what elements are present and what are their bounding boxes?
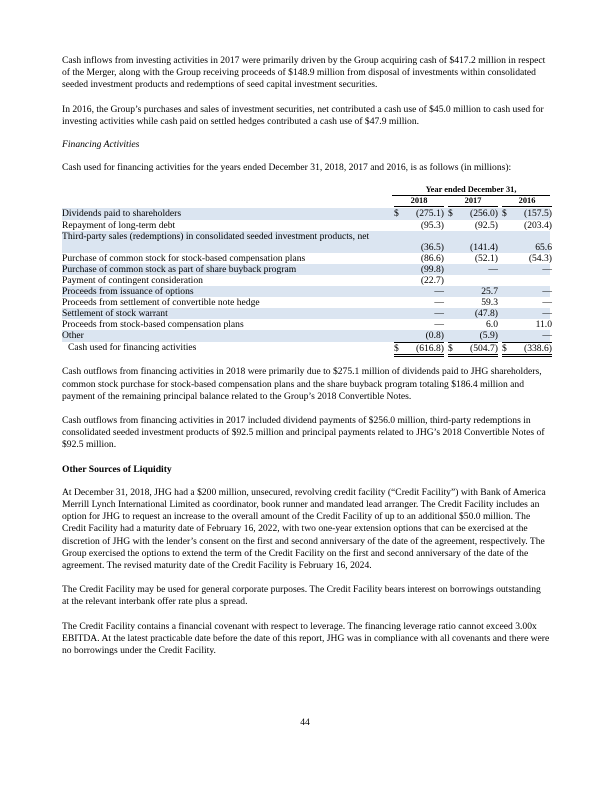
currency-symbol: $ [502, 342, 507, 354]
row-label: Purchase of common stock as part of share buyback program [62, 263, 297, 275]
table-row [62, 342, 550, 353]
cell-value: — [542, 286, 552, 298]
value-cell-2017 [448, 208, 498, 219]
year-header-2018: 2018 [394, 196, 444, 207]
value-cell-2017 [448, 220, 498, 231]
cell-value: (36.5) [420, 241, 444, 253]
heading-other-sources-of-liquidity: Other Sources of Liquidity [62, 463, 172, 475]
value-cell-2016 [502, 286, 552, 297]
page-number: 44 [300, 717, 310, 728]
currency-symbol: $ [394, 342, 399, 354]
cell-value: — [542, 308, 552, 320]
value-cell-2016 [502, 242, 552, 253]
double-underline [502, 354, 552, 357]
row-label: Proceeds from stock-based compensation plans [62, 319, 244, 331]
value-cell-2018 [394, 342, 444, 354]
cell-value: — [488, 263, 498, 275]
paragraph-outflows-2018: Cash outflows from financing activities in 2018 were primarily due to $275.1 million of dividends paid to JHG shareholders, common stock purchase for stock-based compensation plans and the share buyback program totaling $186.4 million and payment of the remaining principal balance related to the Group’s 2018 Convertible Notes. [62, 366, 542, 402]
paragraph-investing-2016: In 2016, the Group’s purchases and sales of investment securities, net contributed a cash use of $45.0 million to cash used for investing activities while cash paid on settled hedges contributed a cash use of $47.9 million. [62, 103, 544, 127]
table-row [62, 330, 550, 341]
value-cell-2017 [448, 342, 498, 354]
value-cell-2016 [502, 275, 552, 286]
row-label: Dividends paid to shareholders [62, 208, 182, 220]
table-row [62, 231, 550, 253]
value-cell-2018 [394, 330, 444, 341]
value-cell-2016 [502, 253, 552, 264]
value-cell-2017 [448, 297, 498, 308]
cell-value: 59.3 [481, 297, 498, 309]
currency-symbol: $ [394, 208, 399, 220]
table-row [62, 286, 550, 297]
table-row [62, 275, 550, 286]
paragraph-investing-2017: Cash inflows from investing activities in 2017 were primarily driven by the Group acquiring cash of $417.2 million in respect of the Merger, along with the Group receiving proceeds of $148.9 million from disposal of investments within consolidated seeded investment products and redemptions of seed capital investment securities. [62, 55, 546, 91]
value-cell-2018 [394, 253, 444, 264]
year-header-2016: 2016 [502, 196, 552, 207]
cell-value: (275.1) [416, 208, 444, 220]
value-cell-2016 [502, 208, 552, 219]
value-cell-2018 [394, 308, 444, 319]
document-page [62, 55, 550, 669]
value-cell-2018 [394, 297, 444, 308]
cell-value: — [542, 330, 552, 342]
table-row [62, 297, 550, 308]
value-cell-2016 [502, 308, 552, 319]
paragraph-credit-facility-covenant: The Credit Facility contains a financial covenant with respect to leverage. The financing leverage ratio cannot exceed 3.00x EBITDA. At the latest practicable date before the date of this report, JHG was in compliance with all covenants and there were no borrowings under the Credit Facility. [62, 620, 550, 657]
value-cell-2018 [394, 319, 444, 330]
value-cell-2016 [502, 297, 552, 308]
currency-symbol: $ [448, 208, 453, 220]
cell-value: (92.5) [474, 219, 498, 231]
value-cell-2017 [448, 308, 498, 319]
cell-value: — [542, 297, 552, 309]
table-row [62, 220, 550, 231]
cell-value: (47.8) [474, 308, 498, 320]
row-label: Third-party sales (redemptions) in consolidated seeded investment products, net [62, 230, 370, 242]
cell-value: (0.8) [425, 330, 444, 342]
paragraph-credit-facility: At December 31, 2018, JHG had a $200 million, unsecured, revolving credit facility (“Credit Facility”) with Bank of America Merrill Lynch International Limited as coordinator, book runner and mandated lead arranger. The Credit Facility includes an option for JHG to request an increase to the overall amount of the Credit Facility of up to an additional $50.0 million. The Credit Facility had a maturity date of February 16, 2022, with two one-year extension options that can be exercised at the discretion of JHG with the lender’s consent on the first and second anniversary of the date of the agreement, respectively. The Group exercised the options to extend the term of the Credit Facility on the first and second anniversary of the date of the agreement. The revised maturity date of the Credit Facility is February 16, 2024. [62, 486, 546, 572]
row-label: Purchase of common stock for stock-based compensation plans [62, 252, 306, 264]
table-row [62, 319, 550, 330]
cell-value: 11.0 [535, 319, 552, 331]
value-cell-2017 [448, 264, 498, 275]
row-label: Repayment of long-term debt [62, 219, 176, 231]
cell-value: (95.3) [420, 219, 444, 231]
cell-value: — [434, 297, 444, 309]
cell-value: (22.7) [420, 274, 444, 286]
row-label: Cash used for financing activities [68, 341, 197, 353]
cell-value: (157.5) [524, 208, 552, 220]
row-label: Proceeds from settlement of convertible note hedge [62, 297, 260, 309]
value-cell-2018 [394, 208, 444, 219]
paragraph-credit-facility-purpose: The Credit Facility may be used for general corporate purposes. The Credit Facility bears interest on borrowings outstanding at the relevant interbank offer rate plus a spread. [62, 584, 541, 608]
cell-value: (504.7) [470, 342, 498, 354]
cell-value: — [542, 263, 552, 275]
value-cell-2018 [394, 242, 444, 253]
cell-value: 6.0 [486, 319, 498, 331]
table-year-headers [392, 196, 550, 206]
cell-value: 25.7 [481, 286, 498, 298]
value-cell-2017 [448, 330, 498, 341]
value-cell-2018 [394, 275, 444, 286]
table-period-header: Year ended December 31, [392, 184, 550, 196]
value-cell-2018 [394, 286, 444, 297]
value-cell-2016 [502, 342, 552, 354]
value-cell-2018 [394, 264, 444, 275]
value-cell-2017 [448, 275, 498, 286]
cell-value: (141.4) [470, 241, 498, 253]
value-cell-2018 [394, 220, 444, 231]
cell-value: (86.6) [420, 252, 444, 264]
row-label: Other [62, 330, 84, 342]
cell-value: (5.9) [479, 330, 498, 342]
double-underline [448, 354, 498, 357]
value-cell-2016 [502, 220, 552, 231]
value-cell-2017 [448, 253, 498, 264]
cell-value: — [434, 319, 444, 331]
year-header-2017: 2017 [448, 196, 498, 207]
value-cell-2017 [448, 286, 498, 297]
currency-symbol: $ [448, 342, 453, 354]
financing-activities-table [62, 184, 550, 352]
cell-value: (54.3) [528, 252, 552, 264]
cell-value: — [434, 308, 444, 320]
value-cell-2017 [448, 242, 498, 253]
row-label: Payment of contingent consideration [62, 274, 203, 286]
cell-value: (616.8) [416, 342, 444, 354]
cell-value: (203.4) [524, 219, 552, 231]
row-label: Settlement of stock warrant [62, 308, 168, 320]
cell-value: — [434, 286, 444, 298]
value-cell-2016 [502, 264, 552, 275]
table-row [62, 264, 550, 275]
cell-value: (338.6) [524, 342, 552, 354]
value-cell-2017 [448, 319, 498, 330]
double-underline [394, 354, 444, 357]
value-cell-2016 [502, 330, 552, 341]
row-label: Proceeds from issuance of options [62, 286, 194, 298]
cell-value: (256.0) [470, 208, 498, 220]
paragraph-outflows-2017: Cash outflows from financing activities in 2017 included dividend payments of $256.0 million, third-party redemptions in consolidated seeded investment products of $92.5 million and principal payments related to JHG’s 2018 Convertible Notes of $92.5 million. [62, 415, 545, 451]
table-body [62, 208, 550, 352]
cell-value: 65.6 [535, 241, 552, 253]
currency-symbol: $ [502, 208, 507, 220]
subheading-financing-activities: Financing Activities [62, 139, 140, 151]
cell-value: (99.8) [420, 263, 444, 275]
cell-value: (52.1) [474, 252, 498, 264]
table-row [62, 208, 550, 219]
paragraph-financing-intro: Cash used for financing activities for the years ended December 31, 2018, 2017 and 2016, is as follows (in millions): [62, 162, 512, 174]
table-row [62, 253, 550, 264]
value-cell-2016 [502, 319, 552, 330]
table-row [62, 308, 550, 319]
